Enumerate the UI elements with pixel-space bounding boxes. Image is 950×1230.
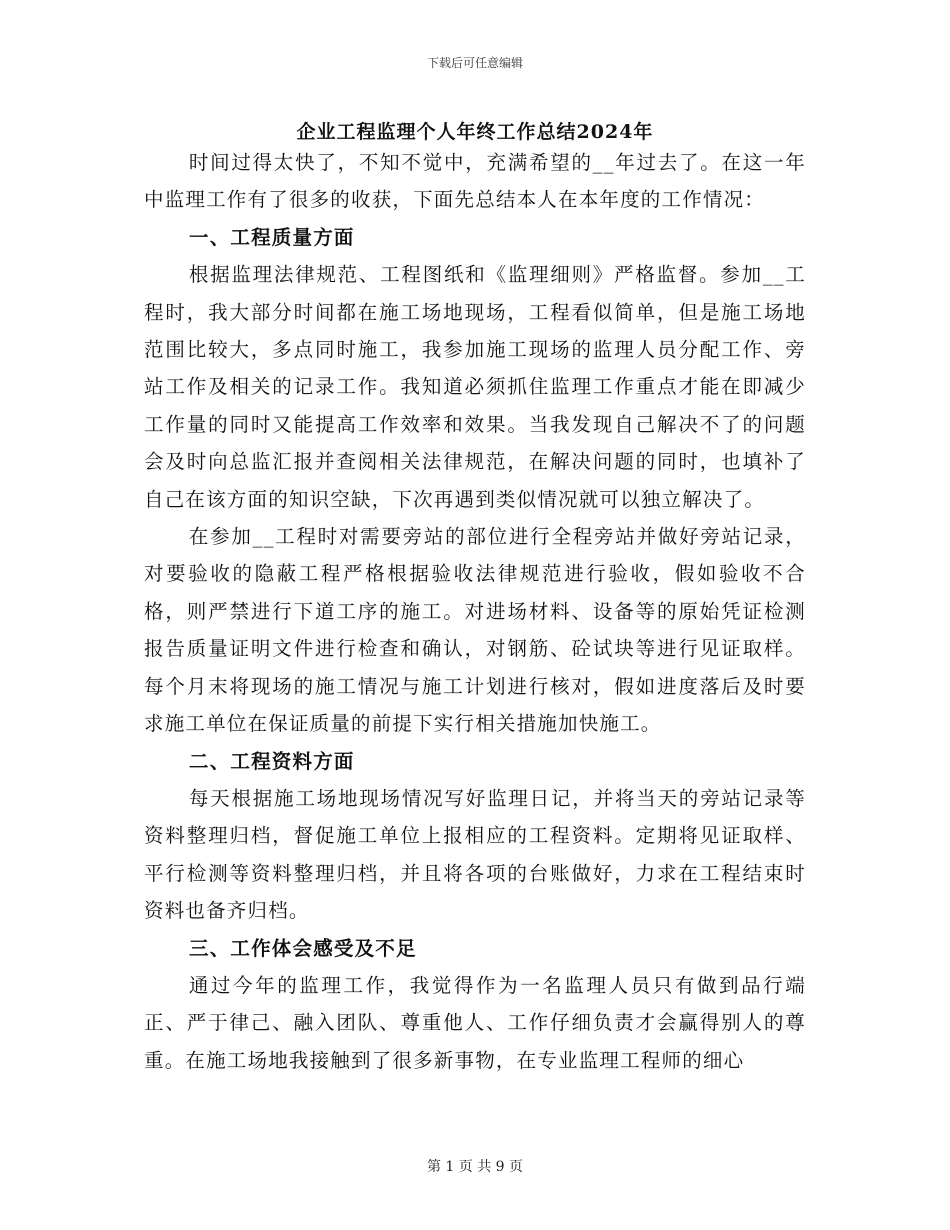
documents-paragraph: 每天根据施工场地现场情况写好监理日记，并将当天的旁站记录等资料整理归档，督促施工单位上报相应的工程资料。定期将见证取样、平行检测等资料整理归档，并且将各项的台账做好，力求在工程结束时资料也备齐归档。 [144, 786, 806, 923]
page-number-footer: 第 1 页 共 9 页 [426, 1159, 524, 1175]
section-heading-experience: 三、工作体会感受及不足 [189, 936, 417, 960]
experience-paragraph: 通过今年的监理工作，我觉得作为一名监理人员只有做到品行端正、严于律己、融入团队、尊重他人、工作仔细负责才会赢得别人的尊重。在施工场地我接触到了很多新事物，在专业监理工程师的细心 [144, 973, 806, 1072]
header-note: 下载后可任意编辑 [426, 56, 523, 70]
quality-paragraph-2: 在参加__工程时对需要旁站的部位进行全程旁站并做好旁站记录，对要验收的隐蔽工程严格根据验收法律规范进行验收，假如验收不合格，则严禁进行下道工序的施工。对进场材料、设备等的原始凭证检测报告质量证明文件进行检查和确认，对钢筋、砼试块等进行见证取样。每个月末将现场的施工情况与施工计划进行核对，假如进度落后及时要求施工单位在保证质量的前提下实行相关措施加快施工。 [144, 525, 806, 736]
quality-paragraph-1: 根据监理法律规范、工程图纸和《监理细则》严格监督。参加__工程时，我大部分时间都在施工场地现场，工程看似简单，但是施工场地范围比较大，多点同时施工，我参加施工现场的监理人员分配工作、旁站工作及相关的记录工作。我知道必须抓住监理工作重点才能在即减少工作量的同时又能提高工作效率和效果。当我发现自己解决不了的问题会及时向总监汇报并查阅相关法律规范，在解决问题的同时，也填补了自己在该方面的知识空缺，下次再遇到类似情况就可以独立解决了。 [144, 263, 806, 511]
document-body [144, 144, 806, 1079]
section-heading-quality: 一、工程质量方面 [189, 225, 355, 249]
intro-paragraph: 时间过得太快了，不知不觉中，充满希望的__年过去了。在这一年中监理工作有了很多的收获，下面先总结本人在本年度的工作情况： [144, 151, 806, 212]
section-heading-documents: 二、工程资料方面 [189, 749, 355, 773]
document-title: 企业工程监理个人年终工作总结2024年 [296, 121, 654, 143]
